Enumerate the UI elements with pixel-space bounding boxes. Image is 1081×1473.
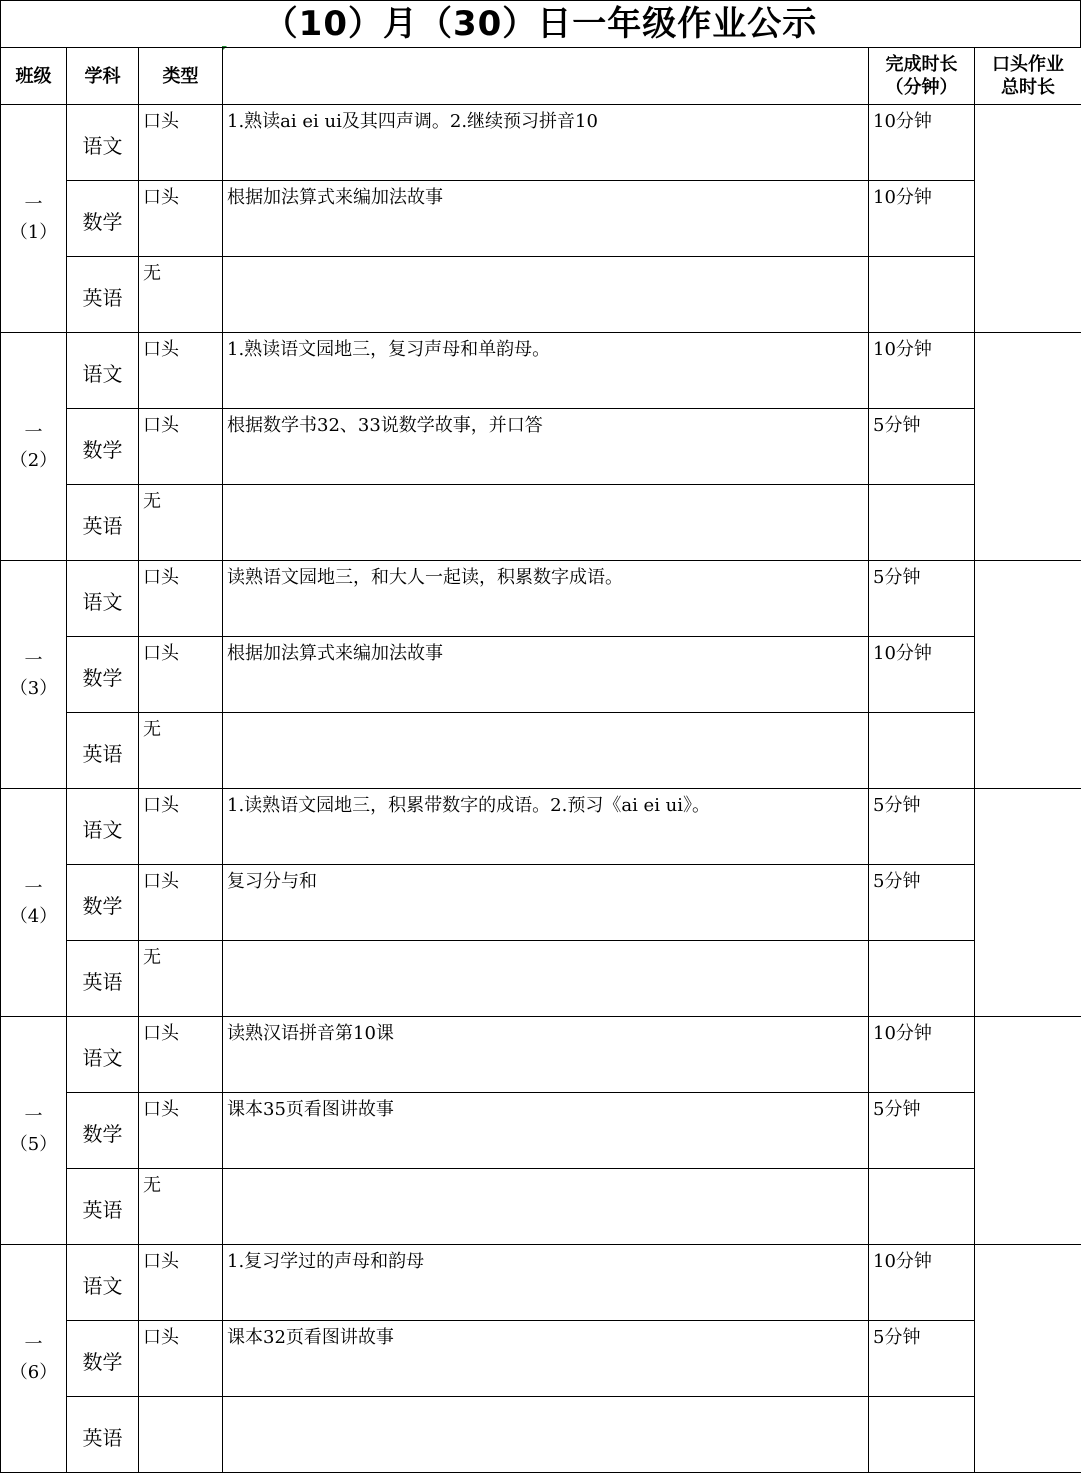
homework-table (0, 47, 1081, 1473)
task-cell: 1.熟读ai ei ui及其四声调。2.继续预习拼音10 (223, 105, 869, 181)
type-cell: 口头 (139, 637, 223, 713)
subject-cell (67, 409, 139, 485)
subject-cell (67, 561, 139, 637)
table-row (1, 789, 1081, 865)
type-cell: 口头 (139, 561, 223, 637)
subject-cell (67, 1397, 139, 1473)
duration-cell (869, 485, 975, 561)
subject-label: 语文 (82, 818, 123, 842)
class-number: （3） (9, 677, 58, 699)
duration-cell: 5分钟 (869, 561, 975, 637)
duration-cell: 10分钟 (869, 105, 975, 181)
type-cell: 口头 (139, 409, 223, 485)
task-cell: 课本32页看图讲故事 (223, 1321, 869, 1397)
task-cell: 1.复习学过的声母和韵母 (223, 1245, 869, 1321)
task-cell: 根据加法算式来编加法故事 (223, 637, 869, 713)
class-cell (1, 1245, 67, 1473)
header-total-line1: 口头作业 (992, 54, 1064, 75)
subject-label: 英语 (82, 970, 123, 994)
task-cell: 读熟汉语拼音第10课 (223, 1017, 869, 1093)
class-cell (1, 1017, 67, 1245)
subject-label: 数学 (82, 666, 123, 690)
task-cell: 1.熟读语文园地三，复习声母和单韵母。 (223, 333, 869, 409)
task-cell: 根据加法算式来编加法故事 (223, 181, 869, 257)
duration-cell: 5分钟 (869, 1093, 975, 1169)
subject-label: 语文 (82, 1046, 123, 1070)
table-row (1, 941, 1081, 1017)
class-number: （2） (9, 449, 58, 471)
task-cell: 1.读熟语文园地三，积累带数字的成语。2.预习《ai ei ui》。 (223, 789, 869, 865)
page-title: （10）月（30）日一年级作业公示 (0, 0, 1081, 48)
class-number: （6） (9, 1361, 58, 1383)
duration-cell: 10分钟 (869, 333, 975, 409)
type-cell: 无 (139, 485, 223, 561)
duration-cell: 5分钟 (869, 789, 975, 865)
task-cell: 课本35页看图讲故事 (223, 1093, 869, 1169)
header-total-line2: 总时长 (1001, 77, 1055, 98)
class-grade: 一 (24, 193, 43, 215)
table-row (1, 409, 1081, 485)
table-row (1, 105, 1081, 181)
table-row (1, 257, 1081, 333)
duration-cell: 5分钟 (869, 865, 975, 941)
table-body (1, 105, 1081, 1473)
task-cell (223, 941, 869, 1017)
class-grade: 一 (24, 1105, 43, 1127)
header-duration-line2: （分钟） (885, 77, 958, 98)
subject-cell (67, 1321, 139, 1397)
subject-label: 英语 (82, 286, 123, 310)
type-cell: 口头 (139, 1321, 223, 1397)
header-row (1, 48, 1081, 105)
header-task (223, 48, 869, 105)
class-cell (1, 789, 67, 1017)
subject-label: 英语 (82, 742, 123, 766)
class-cell (1, 333, 67, 561)
table-row (1, 1169, 1081, 1245)
subject-cell (67, 333, 139, 409)
total-duration-cell (975, 789, 1081, 1017)
table-row (1, 181, 1081, 257)
duration-cell (869, 1169, 975, 1245)
subject-cell (67, 713, 139, 789)
type-cell: 口头 (139, 789, 223, 865)
table-row (1, 1245, 1081, 1321)
header-duration-line1: 完成时长 (885, 54, 958, 75)
table-row (1, 1093, 1081, 1169)
subject-cell (67, 1093, 139, 1169)
duration-cell (869, 941, 975, 1017)
type-cell: 口头 (139, 1017, 223, 1093)
table-row (1, 865, 1081, 941)
class-number: （5） (9, 1133, 58, 1155)
total-duration-cell (975, 105, 1081, 333)
subject-cell (67, 181, 139, 257)
subject-label: 数学 (82, 894, 123, 918)
subject-cell (67, 257, 139, 333)
duration-cell: 10分钟 (869, 181, 975, 257)
duration-cell: 10分钟 (869, 1017, 975, 1093)
table-row (1, 1017, 1081, 1093)
task-cell (223, 1169, 869, 1245)
type-cell: 口头 (139, 1245, 223, 1321)
subject-cell (67, 485, 139, 561)
class-grade: 一 (24, 1333, 43, 1355)
duration-cell: 10分钟 (869, 637, 975, 713)
class-number: （4） (9, 905, 58, 927)
table-row (1, 637, 1081, 713)
table-row (1, 561, 1081, 637)
task-cell (223, 485, 869, 561)
type-cell: 无 (139, 713, 223, 789)
task-cell (223, 713, 869, 789)
type-cell: 口头 (139, 333, 223, 409)
table-row (1, 333, 1081, 409)
type-cell: 无 (139, 1169, 223, 1245)
total-duration-cell (975, 1017, 1081, 1245)
task-cell: 根据数学书32、33说数学故事，并口答 (223, 409, 869, 485)
type-cell: 口头 (139, 181, 223, 257)
total-duration-cell (975, 333, 1081, 561)
subject-cell (67, 865, 139, 941)
class-cell (1, 105, 67, 333)
task-cell: 读熟语文园地三，和大人一起读，积累数字成语。 (223, 561, 869, 637)
subject-cell (67, 789, 139, 865)
subject-label: 数学 (82, 1122, 123, 1146)
subject-cell (67, 637, 139, 713)
subject-label: 数学 (82, 210, 123, 234)
duration-cell: 5分钟 (869, 409, 975, 485)
type-cell: 无 (139, 941, 223, 1017)
type-cell: 无 (139, 257, 223, 333)
header-type: 类型 (139, 48, 223, 105)
header-subject: 学科 (67, 48, 139, 105)
total-duration-cell (975, 561, 1081, 789)
table-row (1, 1397, 1081, 1473)
type-cell: 口头 (139, 865, 223, 941)
subject-label: 英语 (82, 1198, 123, 1222)
subject-label: 语文 (82, 590, 123, 614)
subject-label: 英语 (82, 514, 123, 538)
subject-cell (67, 1169, 139, 1245)
class-number: （1） (9, 221, 58, 243)
class-grade: 一 (24, 877, 43, 899)
subject-cell (67, 1245, 139, 1321)
task-cell (223, 257, 869, 333)
class-cell (1, 561, 67, 789)
subject-cell (67, 941, 139, 1017)
type-cell (139, 1397, 223, 1473)
table-row (1, 713, 1081, 789)
header-duration (869, 48, 975, 105)
subject-label: 语文 (82, 1274, 123, 1298)
duration-cell (869, 257, 975, 333)
subject-label: 语文 (82, 134, 123, 158)
task-cell: 复习分与和 (223, 865, 869, 941)
duration-cell (869, 1397, 975, 1473)
duration-cell: 10分钟 (869, 1245, 975, 1321)
type-cell: 口头 (139, 1093, 223, 1169)
subject-label: 英语 (82, 1426, 123, 1450)
class-grade: 一 (24, 421, 43, 443)
duration-cell: 5分钟 (869, 1321, 975, 1397)
subject-cell (67, 1017, 139, 1093)
subject-label: 数学 (82, 1350, 123, 1374)
header-total (975, 48, 1081, 105)
task-cell (223, 1397, 869, 1473)
subject-cell (67, 105, 139, 181)
subject-label: 语文 (82, 362, 123, 386)
header-class: 班级 (1, 48, 67, 105)
table-row (1, 1321, 1081, 1397)
class-grade: 一 (24, 649, 43, 671)
subject-label: 数学 (82, 438, 123, 462)
total-duration-cell (975, 1245, 1081, 1473)
table-row (1, 485, 1081, 561)
type-cell: 口头 (139, 105, 223, 181)
duration-cell (869, 713, 975, 789)
